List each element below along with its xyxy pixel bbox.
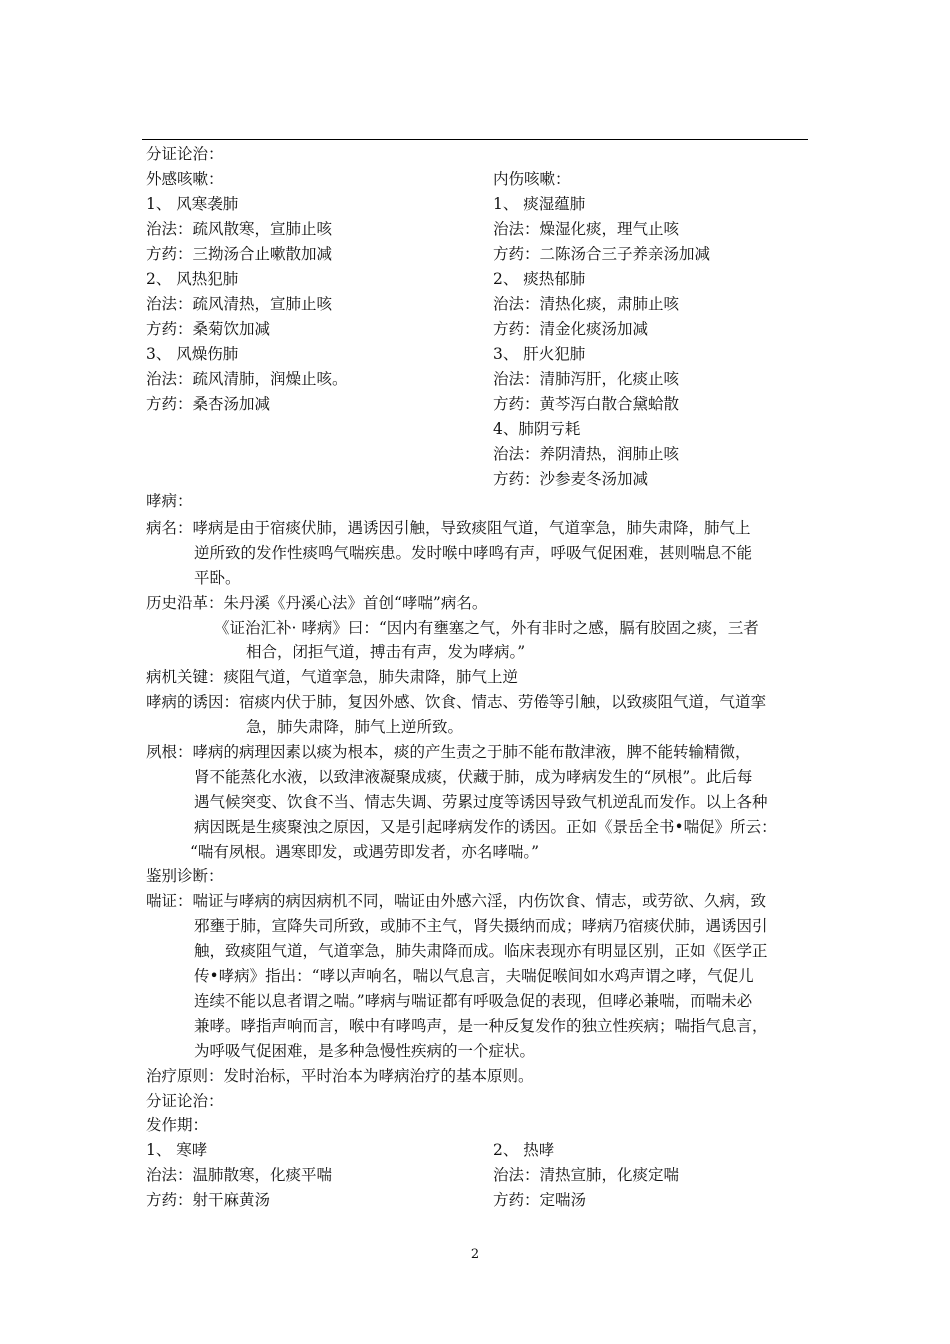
paragraph-line: 肾不能蒸化水液，以致津液凝聚成痰，伏藏于肺，成为哮病发生的“夙根”。此后每	[194, 768, 753, 786]
list-item: 2、 风热犯肺	[146, 270, 239, 288]
paragraph-line: 触，致痰阻气道，气道挛急，肺失肃降而成。临床表现亦有明显区别，正如《医学正	[194, 942, 768, 960]
list-item: 治法：燥湿化痰，理气止咳	[493, 220, 680, 238]
section-heading: 分证论治：	[146, 145, 224, 163]
phase-heading: 发作期：	[146, 1116, 209, 1134]
top-rule	[142, 139, 808, 140]
left-column-title: 外感咳嗽：	[146, 170, 224, 188]
paragraph-line: 病名：哮病是由于宿痰伏肺，遇诱因引触，导致痰阻气道，气道挛急，肺失肃降，肺气上	[146, 519, 751, 537]
paragraph-line: 喘证：喘证与哮病的病因病机不同，喘证由外感六淫，内伤饮食、情志，或劳欲、久病，致	[146, 892, 767, 910]
list-item: 方药：清金化痰汤加减	[493, 320, 649, 338]
list-item: 1、 痰湿蕴肺	[493, 195, 586, 213]
list-item: 方药：二陈汤合三子养亲汤加减	[493, 245, 711, 263]
paragraph-line: 连续不能以息者谓之喘。”哮病与喘证都有呼吸急促的表现，但哮必兼喘，而喘未必	[194, 992, 753, 1010]
xiaobing-heading: 哮病：	[146, 492, 193, 510]
list-item: 方药：黄芩泻白散合黛蛤散	[493, 395, 680, 413]
list-item: 3、 风燥伤肺	[146, 345, 239, 363]
paragraph-line: “喘有夙根。遇寒即发，或遇劳即发者，亦名哮喘。”	[190, 843, 540, 861]
list-item: 2、 热哮	[493, 1141, 555, 1159]
list-item: 方药：射干麻黄汤	[146, 1191, 271, 1209]
list-item: 治法：清热宣肺，化痰定喘	[493, 1166, 680, 1184]
paragraph-line: 历史沿革：朱丹溪《丹溪心法》首创“哮喘”病名。	[146, 594, 488, 612]
list-item: 治法：温肺散寒，化痰平喘	[146, 1166, 333, 1184]
paragraph-line: 传•哮病》指出：“哮以声响名，喘以气息言，夫喘促喉间如水鸡声谓之哮，气促儿	[194, 967, 754, 985]
list-item: 治法：养阴清热，润肺止咳	[493, 445, 680, 463]
paragraph-line: 兼哮。哮指声响而言，喉中有哮鸣声，是一种反复发作的独立性疾病；喘指气息言，	[194, 1017, 768, 1035]
paragraph-line: 病机关键：痰阻气道，气道挛急，肺失肃降，肺气上逆	[146, 668, 519, 686]
list-item: 1、 寒哮	[146, 1141, 208, 1159]
list-item: 治法：疏风清肺，润燥止咳。	[146, 370, 348, 388]
page-number: 2	[470, 1247, 480, 1262]
list-item: 方药：三拗汤合止嗽散加减	[146, 245, 333, 263]
differential-heading: 鉴别诊断：	[146, 867, 224, 885]
paragraph-line: 邪壅于肺，宣降失司所致，或肺不主气，肾失摄纳而成；哮病乃宿痰伏肺，遇诱因引	[194, 917, 768, 935]
paragraph-line: 病因既是生痰聚浊之原因，又是引起哮病发作的诱因。正如《景岳全书•喘促》所云：	[194, 818, 777, 836]
paragraph-line: 急，肺失肃降，肺气上逆所致。	[246, 718, 464, 736]
list-item: 治法：疏风清热，宣肺止咳	[146, 295, 333, 313]
right-column-title: 内伤咳嗽：	[493, 170, 571, 188]
list-item: 方药：桑菊饮加减	[146, 320, 271, 338]
list-item: 1、 风寒袭肺	[146, 195, 239, 213]
list-item: 治法：清热化痰，肃肺止咳	[493, 295, 680, 313]
list-item: 方药：桑杏汤加减	[146, 395, 271, 413]
paragraph-line: 《证治汇补· 哮病》曰：“因内有壅塞之气，外有非时之感，膈有胶固之痰，三者	[214, 619, 759, 637]
list-item: 治法：清肺泻肝，化痰止咳	[493, 370, 680, 388]
list-item: 2、 痰热郁肺	[493, 270, 586, 288]
paragraph-line: 逆所致的发作性痰鸣气喘疾患。发时喉中哮鸣有声，呼吸气促困难，甚则喘息不能	[194, 544, 753, 562]
paragraph-line: 为呼吸气促困难，是多种急慢性疾病的一个症状。	[194, 1042, 536, 1060]
list-item: 3、 肝火犯肺	[493, 345, 586, 363]
list-item: 4、肺阴亏耗	[493, 420, 581, 438]
paragraph-line: 夙根：哮病的病理因素以痰为根本，痰的产生责之于肺不能布散津液，脾不能转输精微，	[146, 743, 751, 761]
paragraph-line: 遇气候突变、饮食不当、情志失调、劳累过度等诱因导致气机逆乱而发作。以上各种	[194, 793, 768, 811]
section-heading: 分证论治：	[146, 1092, 224, 1110]
list-item: 方药：沙参麦冬汤加减	[493, 470, 649, 488]
list-item: 方药：定喘汤	[493, 1191, 587, 1209]
paragraph-line: 平卧。	[194, 569, 241, 587]
paragraph-line: 治疗原则：发时治标，平时治本为哮病治疗的基本原则。	[146, 1067, 534, 1085]
paragraph-line: 相合，闭拒气道，搏击有声，发为哮病。”	[246, 643, 526, 661]
paragraph-line: 哮病的诱因：宿痰内伏于肺，复因外感、饮食、情志、劳倦等引触，以致痰阻气道，气道挛	[146, 693, 767, 711]
list-item: 治法：疏风散寒，宣肺止咳	[146, 220, 333, 238]
